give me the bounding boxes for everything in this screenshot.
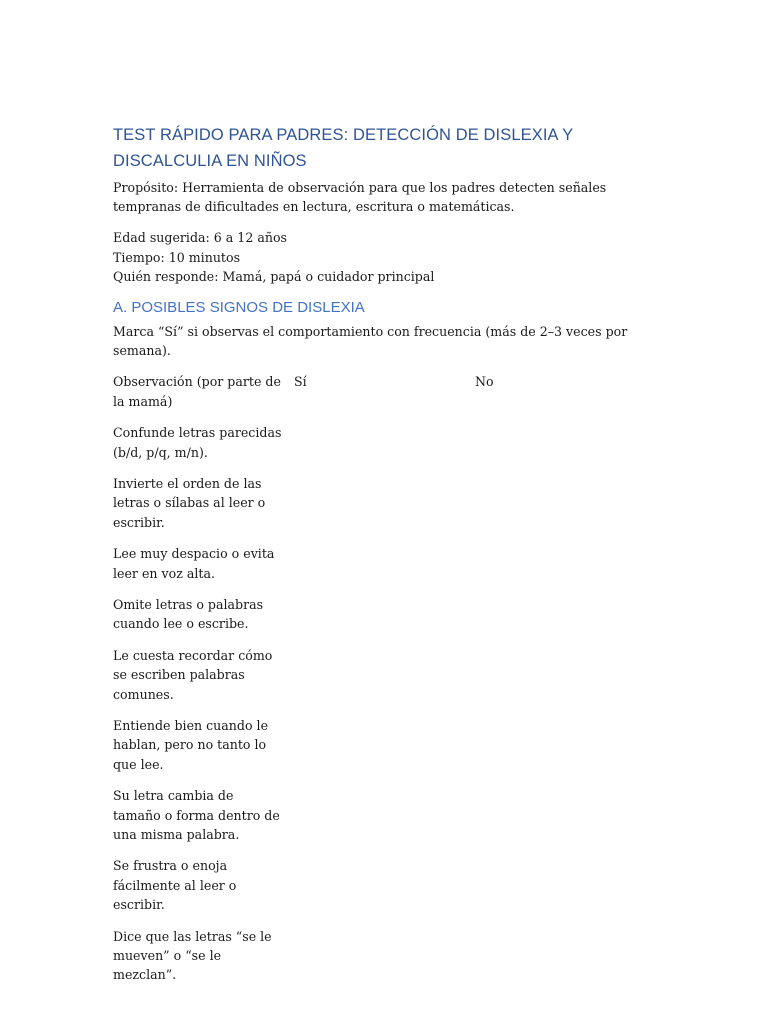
table-row [113,423,653,461]
answer-si-cell[interactable] [283,927,475,985]
dyslexia-observation-table [113,372,653,984]
table-row [113,927,653,985]
answer-no-cell[interactable] [475,595,645,633]
purpose-paragraph: Propósito: Herramienta de observación para que los padres detecten señales tempranas de dificultades en lectura, escritura o matemáticas. [113,180,607,215]
table-row [113,856,653,914]
section-a-heading: A. POSIBLES SIGNOS DE DISLEXIA [113,299,365,317]
observation-text: Omite letras o palabras cuando lee o escribe. [113,597,264,632]
meta-age: Edad sugerida: 6 a 12 años [113,230,288,246]
header-no: No [475,374,494,390]
observation-text: Confunde letras parecidas (b/d, p/q, m/n). [113,425,282,460]
observation-text: Su letra cambia de tamaño o forma dentro de una misma palabra. [113,788,280,842]
header-si: Sí [294,374,307,390]
header-observation: Observación (por parte de la mamá) [113,374,281,409]
answer-no-cell[interactable] [475,927,645,985]
answer-no-cell[interactable] [475,474,645,532]
meta-respondent: Quién responde: Mamá, papá o cuidador principal [113,268,435,284]
observation-text: Dice que las letras “se le mueven” o “se le mezclan”. [113,928,272,982]
answer-no-cell[interactable] [475,716,645,774]
table-row [113,544,653,582]
answer-si-cell[interactable] [283,544,475,582]
answer-si-cell[interactable] [283,786,475,844]
answer-no-cell[interactable] [475,856,645,914]
answer-si-cell[interactable] [283,474,475,532]
table-row [113,595,653,633]
meta-time: Tiempo: 10 minutos [113,249,241,265]
table-row [113,646,653,704]
table-row [113,716,653,774]
observation-text: Se frustra o enoja fácilmente al leer o escribir. [113,858,237,912]
observation-text: Lee muy despacio o evita leer en voz alta. [113,546,275,581]
document-title: TEST RÁPIDO PARA PADRES: DETECCIÓN DE DISLEXIA Y DISCALCULIA EN NIÑOS [113,126,573,170]
answer-si-cell[interactable] [283,716,475,774]
observation-text: Le cuesta recordar cómo se escriben palabras comunes. [113,648,273,702]
table-row [113,474,653,532]
answer-no-cell[interactable] [475,423,645,461]
document-page [113,122,653,997]
table-row [113,786,653,844]
table-header-row [113,372,653,410]
answer-no-cell[interactable] [475,646,645,704]
answer-si-cell[interactable] [283,595,475,633]
answer-si-cell[interactable] [283,423,475,461]
answer-si-cell[interactable] [283,646,475,704]
answer-no-cell[interactable] [475,544,645,582]
answer-no-cell[interactable] [475,786,645,844]
answer-si-cell[interactable] [283,856,475,914]
section-a-instruction: Marca “Sí” si observas el comportamiento con frecuencia (más de 2–3 veces por semana). [113,324,628,359]
observation-text: Entiende bien cuando le hablan, pero no tanto lo que lee. [113,718,269,772]
meta-info [113,228,653,286]
observation-text: Invierte el orden de las letras o sílabas al leer o escribir. [113,476,266,530]
